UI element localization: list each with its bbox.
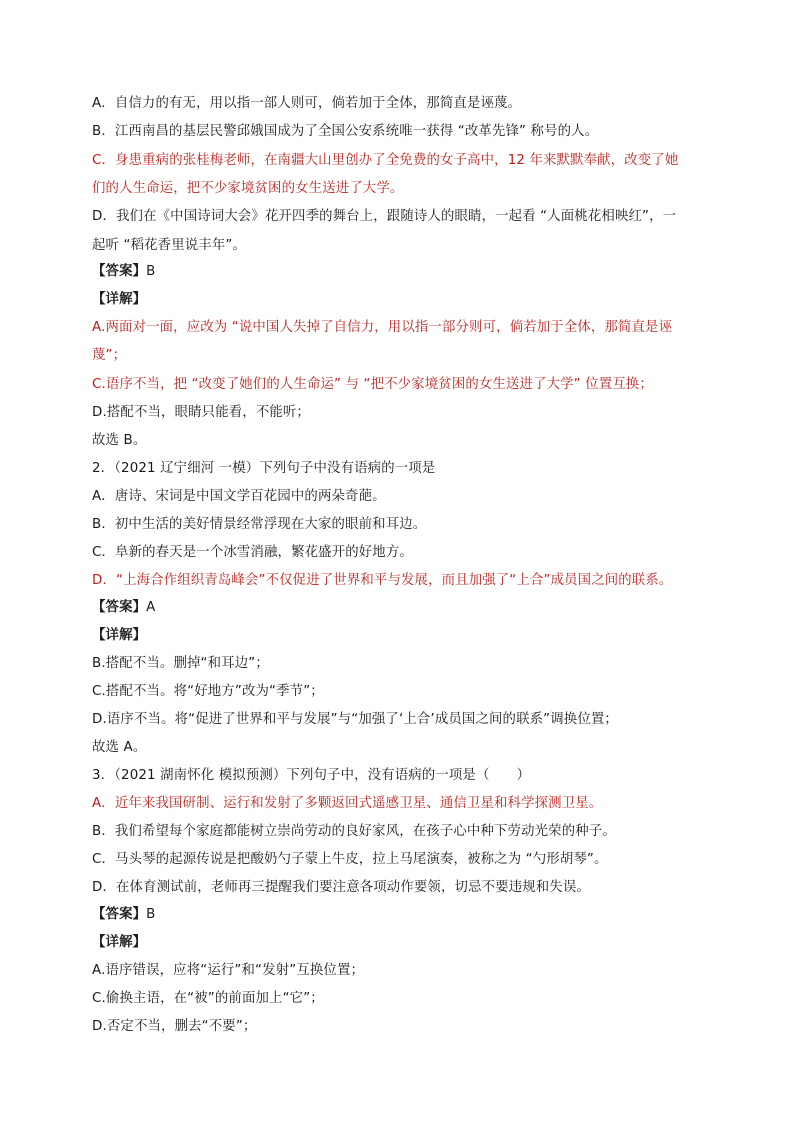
explanation-heading: 【详解】 (92, 292, 147, 307)
conclusion-line: 故选 B。 (92, 433, 147, 448)
question-2-title: 2．（2021 辽宁细河 一模）下列句子中没有语病的一项是 (92, 461, 436, 476)
explanation-heading: 【详解】 (92, 935, 147, 950)
answer-line (92, 905, 156, 925)
answer-line (92, 598, 155, 618)
option-a-line: A．唐诗、宋词是中国文学百花园中的两朵奇葩。 (92, 489, 386, 504)
explanation-heading: 【详解】 (92, 628, 147, 643)
explanation-line: C.语序不当，把 “改变了她们的人生命运” 与 “把不少家境贫困的女生送进了大学” 位置互换； (92, 377, 653, 392)
explanation-line: C.搭配不当。将“好地方”改为“季节”； (92, 684, 324, 699)
explanation-line: D.语序不当。将“促进了世界和平与发展”与“加强了‘上合’成员国之间的联系”调换位置； (92, 712, 618, 727)
conclusion-line: 故选 A。 (92, 740, 147, 755)
option-d-line: D．我们在《中国诗词大会》花开四季的舞台上，跟随诗人的眼睛，一起看 “人面桃花相映红”，一 (92, 209, 677, 224)
option-c-line: C．阜新的春天是一个冰雪消融，繁花盛开的好地方。 (92, 545, 413, 560)
answer-value: B (146, 907, 156, 922)
answer-label: 【答案】 (92, 264, 147, 279)
option-b-line: B．江西南昌的基层民警邱娥国成为了全国公安系统唯一获得 “改革先锋” 称号的人。 (92, 124, 599, 139)
explanation-line: B.搭配不当。删掉“和耳边”； (92, 656, 269, 671)
answer-label: 【答案】 (92, 600, 147, 615)
option-d-line-cont: 起听 “稻花香里说丰年”。 (92, 238, 246, 253)
explanation-line: C.偷换主语，在“被”的前面加上“它”； (92, 991, 324, 1006)
answer-line (92, 262, 156, 282)
answer-label: 【答案】 (92, 907, 147, 922)
option-a-line: A．自信力的有无，用以指一部人则可，倘若加于全体，那简直是诬蔑。 (92, 96, 522, 111)
answer-value: B (146, 264, 156, 279)
option-b-line: B．初中生活的美好情景经常浮现在大家的眼前和耳边。 (92, 517, 427, 532)
explanation-line: D.否定不当，删去“不要”； (92, 1019, 257, 1034)
option-d-line: D．“上海合作组织青岛峰会”不仅促进了世界和平与发展，而且加强了“上合”成员国之间的联系。 (92, 573, 673, 588)
option-b-line: B．我们希望每个家庭都能树立崇尚劳动的良好家风，在孩子心中种下劳动光荣的种子。 (92, 824, 616, 839)
question-3-title: 3．（2021 湖南怀化 模拟预测）下列句子中，没有语病的一项是（ ） (92, 768, 531, 783)
option-a-line: A．近年来我国研制、运行和发射了多颗返回式遥感卫星、通信卫星和科学探测卫星。 (92, 796, 603, 811)
explanation-line: 蔑”； (92, 348, 127, 363)
explanation-line: A.语序错误，应将“运行”和“发射”互换位置； (92, 963, 365, 978)
option-d-line: D．在体育测试前，老师再三提醒我们要注意各项动作要领，切忌不要违规和失误。 (92, 880, 590, 895)
option-c-line-cont: 们的人生命运，把不少家境贫困的女生送进了大学。 (92, 181, 404, 196)
explanation-line: A.两面对一面，应改为 “说中国人失掉了自信力，用以指一部分则可，倘若加于全体，那简直是诬 (92, 320, 673, 335)
option-c-line: C．马头琴的起源传说是把酸奶勺子蒙上牛皮，拉上马尾演奏，被称之为 “勺形胡琴”。 (92, 852, 608, 867)
answer-value: A (146, 600, 156, 615)
explanation-line: D.搭配不当，眼睛只能看，不能听； (92, 405, 310, 420)
option-c-line: C．身患重病的张桂梅老师，在南疆大山里创办了全免费的女子高中，12 年来默默奉献，改变了她 (92, 153, 679, 168)
